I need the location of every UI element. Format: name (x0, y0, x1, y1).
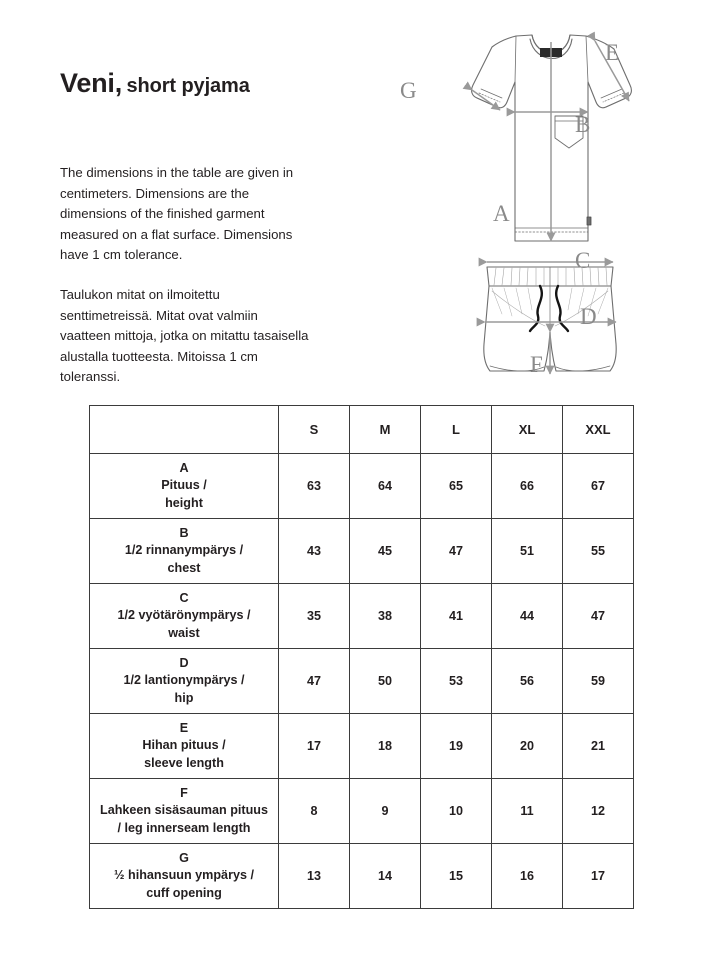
measurement-label-g (90, 844, 279, 909)
garment-illustration (380, 14, 710, 394)
row-text-e-line1: Hihan pituus / (142, 738, 226, 753)
table-header-row (90, 406, 634, 454)
size-chart-table (89, 405, 634, 909)
table-row (90, 649, 634, 714)
row-letter-g: G (179, 850, 189, 865)
value-g-l: 15 (421, 844, 492, 909)
row-text-f-line1: Lahkeen sisäsauman pituus (100, 803, 268, 818)
measurement-label-e (90, 714, 279, 779)
drawstring-icon (530, 286, 568, 331)
table-row (90, 519, 634, 584)
row-text-c-line1: 1/2 vyötärönympärys / (117, 608, 251, 623)
row-letter-c: C (179, 590, 189, 605)
value-e-l: 19 (421, 714, 492, 779)
value-c-s: 35 (279, 584, 350, 649)
row-letter-d: D (179, 655, 189, 670)
row-text-d-line1: 1/2 lantionympärys / (123, 673, 245, 688)
row-letter-b: B (179, 525, 189, 540)
row-text-b-line1: 1/2 rinnanympärys / (124, 543, 244, 558)
value-b-l: 47 (421, 519, 492, 584)
value-e-xl: 20 (492, 714, 563, 779)
value-c-m: 38 (350, 584, 421, 649)
value-f-m: 9 (350, 779, 421, 844)
table-row (90, 454, 634, 519)
value-g-xxl: 17 (563, 844, 634, 909)
value-a-xxl: 67 (563, 454, 634, 519)
intro-paragraph-fi: Taulukon mitat on ilmoitettu senttimetreissä. Mitat ovat valmiin vaatteen mittoja, jotka on mitattu tasaisella alustalla tuotteesta. Mitoissa 1 cm toleranssi. (60, 286, 309, 385)
row-text-d-line2: hip (174, 690, 194, 705)
table-row (90, 584, 634, 649)
value-a-m: 64 (350, 454, 421, 519)
measurement-label-f (90, 779, 279, 844)
brand-name: Veni, (60, 68, 123, 98)
row-letter-f: F (180, 785, 188, 800)
value-f-xl: 11 (492, 779, 563, 844)
column-header-l: L (421, 406, 492, 454)
value-b-xxl: 55 (563, 519, 634, 584)
table-corner-cell (90, 406, 279, 454)
intro-paragraph-en: The dimensions in the table are given in centimeters. Dimensions are the dimensions of the finished garment measured on a flat surface. Dimensions have 1 cm tolerance. (60, 165, 294, 263)
marker-letter-E: E (605, 40, 620, 65)
column-header-xl: XL (492, 406, 563, 454)
measurement-label-d (90, 649, 279, 714)
row-letter-e: E (179, 720, 189, 735)
column-header-s: S (279, 406, 350, 454)
value-e-s: 17 (279, 714, 350, 779)
value-f-xxl: 12 (563, 779, 634, 844)
value-g-m: 14 (350, 844, 421, 909)
measurement-label-a (90, 454, 279, 519)
value-a-s: 63 (279, 454, 350, 519)
table-row (90, 844, 634, 909)
table-row (90, 714, 634, 779)
value-b-xl: 51 (492, 519, 563, 584)
value-g-s: 13 (279, 844, 350, 909)
row-text-a-line2: height (165, 495, 203, 510)
row-text-f-line2: / leg innerseam length (117, 820, 251, 835)
arrow-G (472, 90, 500, 110)
value-c-l: 41 (421, 584, 492, 649)
marker-letter-D: D (580, 304, 597, 329)
page-title (60, 68, 250, 99)
marker-letter-G: G (400, 78, 417, 103)
value-d-xl: 56 (492, 649, 563, 714)
row-letter-a: A (179, 460, 189, 475)
measurement-label-b (90, 519, 279, 584)
column-header-m: M (350, 406, 421, 454)
row-text-g-line1: ½ hihansuun ympärys / (114, 868, 254, 883)
marker-letter-B: B (575, 112, 591, 137)
value-f-l: 10 (421, 779, 492, 844)
row-text-e-line2: sleeve length (144, 755, 224, 770)
column-header-xxl: XXL (563, 406, 634, 454)
row-text-g-line2: cuff opening (146, 885, 222, 900)
value-d-xxl: 59 (563, 649, 634, 714)
value-a-xl: 66 (492, 454, 563, 519)
marker-letter-F: F (530, 352, 543, 377)
value-b-m: 45 (350, 519, 421, 584)
intro-text-block (60, 163, 312, 388)
value-a-l: 65 (421, 454, 492, 519)
value-e-m: 18 (350, 714, 421, 779)
value-c-xl: 44 (492, 584, 563, 649)
value-d-m: 50 (350, 649, 421, 714)
value-b-s: 43 (279, 519, 350, 584)
row-text-b-line2: chest (167, 560, 201, 575)
value-d-l: 53 (421, 649, 492, 714)
value-c-xxl: 47 (563, 584, 634, 649)
value-g-xl: 16 (492, 844, 563, 909)
measurement-label-c (90, 584, 279, 649)
marker-letter-C: C (575, 248, 591, 273)
table-row (90, 779, 634, 844)
marker-letter-A: A (493, 201, 510, 226)
value-e-xxl: 21 (563, 714, 634, 779)
product-name: short pyjama (126, 75, 250, 97)
value-f-s: 8 (279, 779, 350, 844)
row-text-a-line1: Pituus / (161, 478, 207, 493)
row-text-c-line2: waist (168, 625, 200, 640)
value-d-s: 47 (279, 649, 350, 714)
